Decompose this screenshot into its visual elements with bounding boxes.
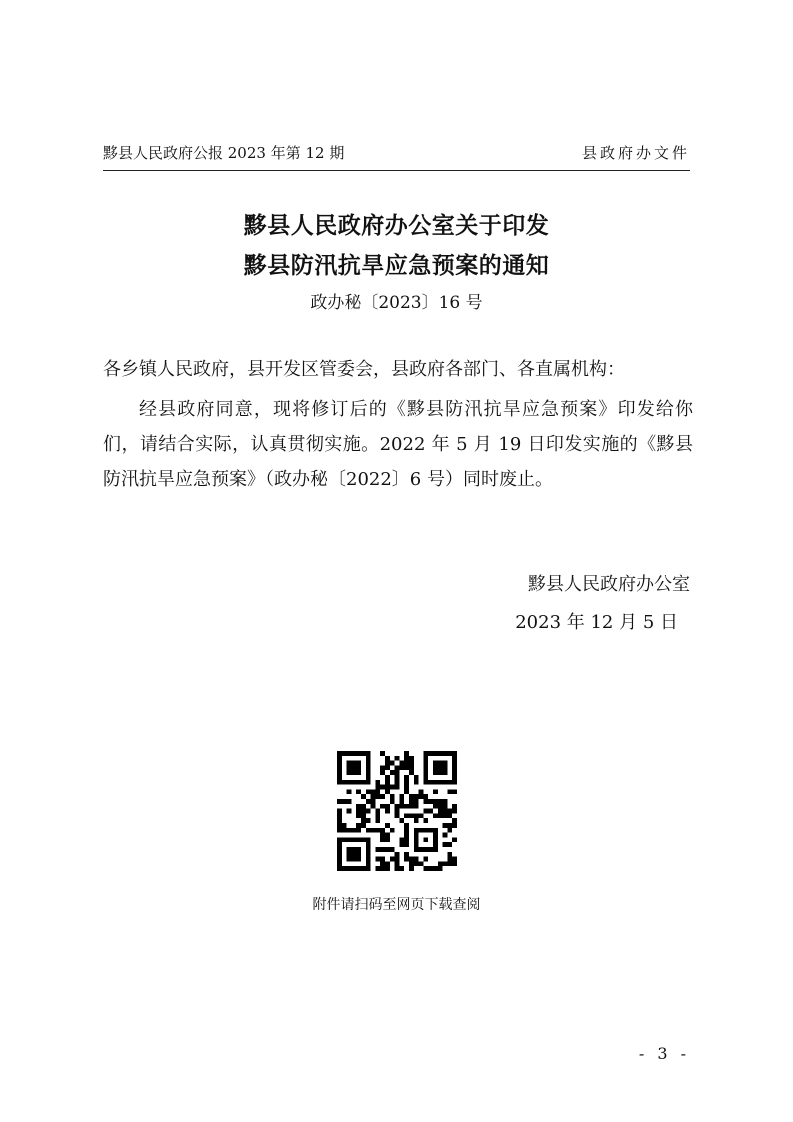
signing-date: 2023 年 12 月 5 日 — [515, 612, 678, 633]
document-title-line-1: 黟县人民政府办公室关于印发 — [243, 212, 550, 239]
qr-caption: 附件请扫码至网页下载查阅 — [312, 897, 481, 913]
document-number: 政办秘〔2023〕16 号 — [310, 293, 483, 313]
signing-organization: 黟县人民政府办公室 — [528, 574, 690, 595]
document-title-line-2: 黟县防汛抗旱应急预案的通知 — [243, 252, 550, 279]
gazette-issue-label: 黟县人民政府公报 2023 年第 12 期 — [103, 144, 345, 162]
addressee: 各乡镇人民政府，县开发区管委会，县政府各部门、各直属机构： — [103, 359, 625, 380]
qr-code-icon[interactable] — [337, 751, 457, 871]
body-paragraph: 经县政府同意，现将修订后的《黟县防汛抗旱应急预案》印发给你们，请结合实际，认真贯彻实施。2022 年 5 月 19 日印发实施的《黟县防汛抗旱应急预案》（政办秘〔2022〕6 号）同时废止。 — [103, 399, 693, 490]
header-divider — [103, 170, 690, 171]
page-number: - 3 - — [638, 1044, 690, 1063]
document-category-label: 县政府办文件 — [581, 144, 690, 162]
page-header — [103, 142, 690, 168]
